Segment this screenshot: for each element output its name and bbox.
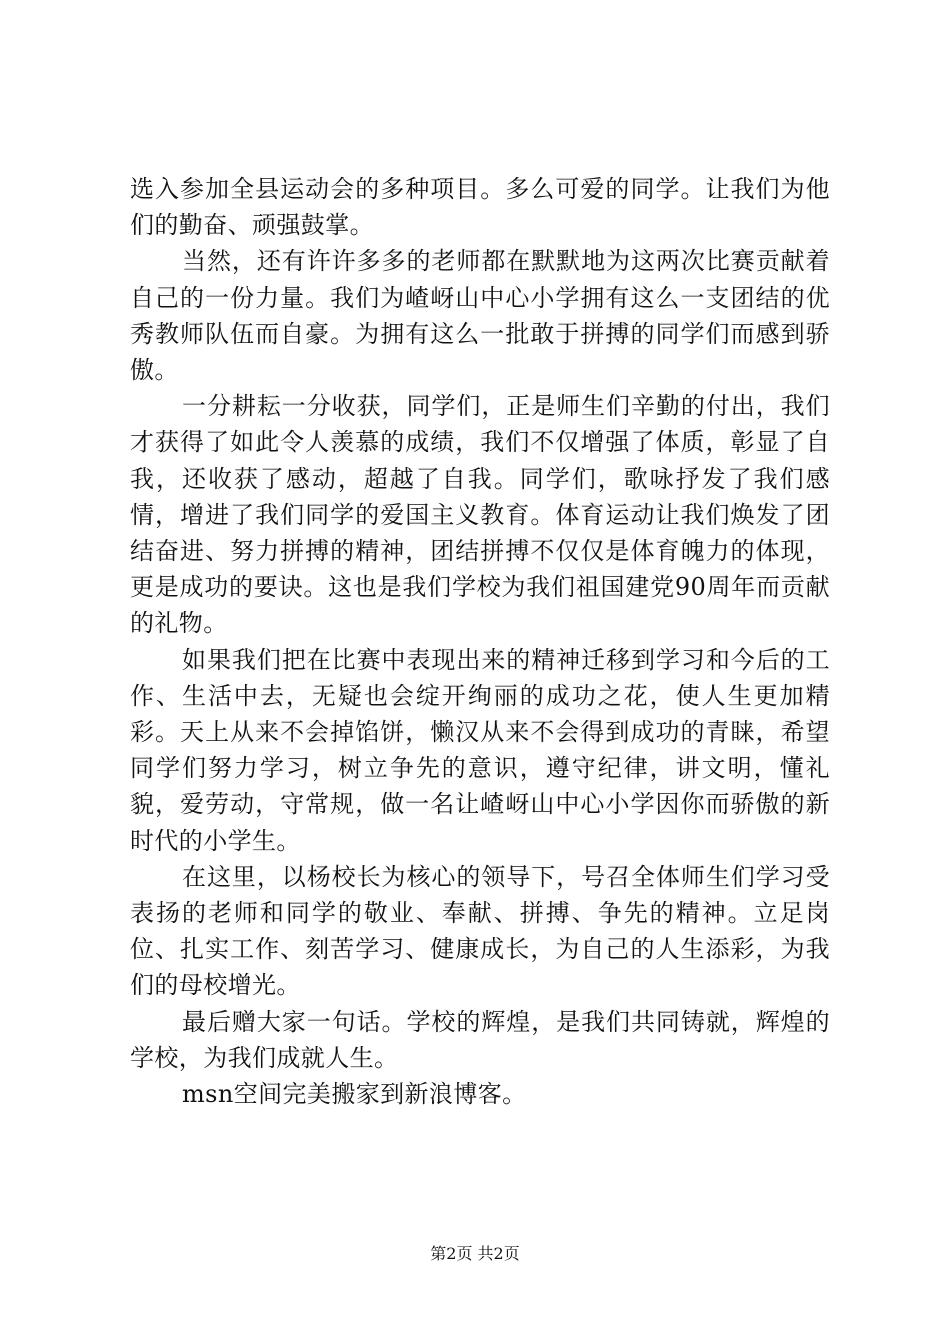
page-number: 第2页 共2页 bbox=[430, 1244, 520, 1263]
paragraph-teachers: 当然，还有许许多多的老师都在默默地为这两次比赛贡献着自己的一份力量。我们为嵖岈山中心小学拥有这么一支团结的优秀教师队伍而自豪。为拥有这么一批敢于拼搏的同学们而感到骄傲。 bbox=[130, 247, 830, 385]
paragraph-call-to-action: 在这里，以杨校长为核心的领导下，号召全体师生们学习受表扬的老师和同学的敬业、奉献、拼搏、争先的精神。立足岗位、扎实工作、刻苦学习、健康成长，为自己的人生添彩，为我们的母校增光。 bbox=[130, 862, 830, 1000]
paragraph-continuation: 选入参加全县运动会的多种项目。多么可爱的同学。让我们为他们的勤奋、顽强鼓掌。 bbox=[130, 175, 830, 240]
document-body bbox=[130, 171, 830, 1112]
paragraph-harvest: 一分耕耘一分收获，同学们，正是师生们辛勤的付出，我们才获得了如此令人羡慕的成绩，我们不仅增强了体质，彰显了自我，还收获了感动，超越了自我。同学们，歌咏抒发了我们感情，增进了我们同学的爱国主义教育。体育运动让我们焕发了团结奋进、努力拼搏的精神，团结拼搏不仅仅是体育魄力的体现，更是成功的要诀。这也是我们学校为我们祖国建党90周年而贡献的礼物。 bbox=[130, 392, 830, 638]
paragraph-spirit: 如果我们把在比赛中表现出来的精神迁移到学习和今后的工作、生活中去，无疑也会绽开绚丽的成功之花，使人生更加精彩。天上从来不会掉馅饼，懒汉从来不会得到成功的青睐，希望同学们努力学习，树立争先的意识，遵守纪律，讲文明，懂礼貌，爱劳动，守常规，做一名让嵖岈山中心小学因你而骄傲的新时代的小学生。 bbox=[130, 645, 830, 855]
paragraph-note: msn空间完美搬家到新浪博客。 bbox=[182, 1080, 527, 1109]
paragraph-closing: 最后赠大家一句话。学校的辉煌，是我们共同铸就，辉煌的学校，为我们成就人生。 bbox=[130, 1007, 830, 1072]
